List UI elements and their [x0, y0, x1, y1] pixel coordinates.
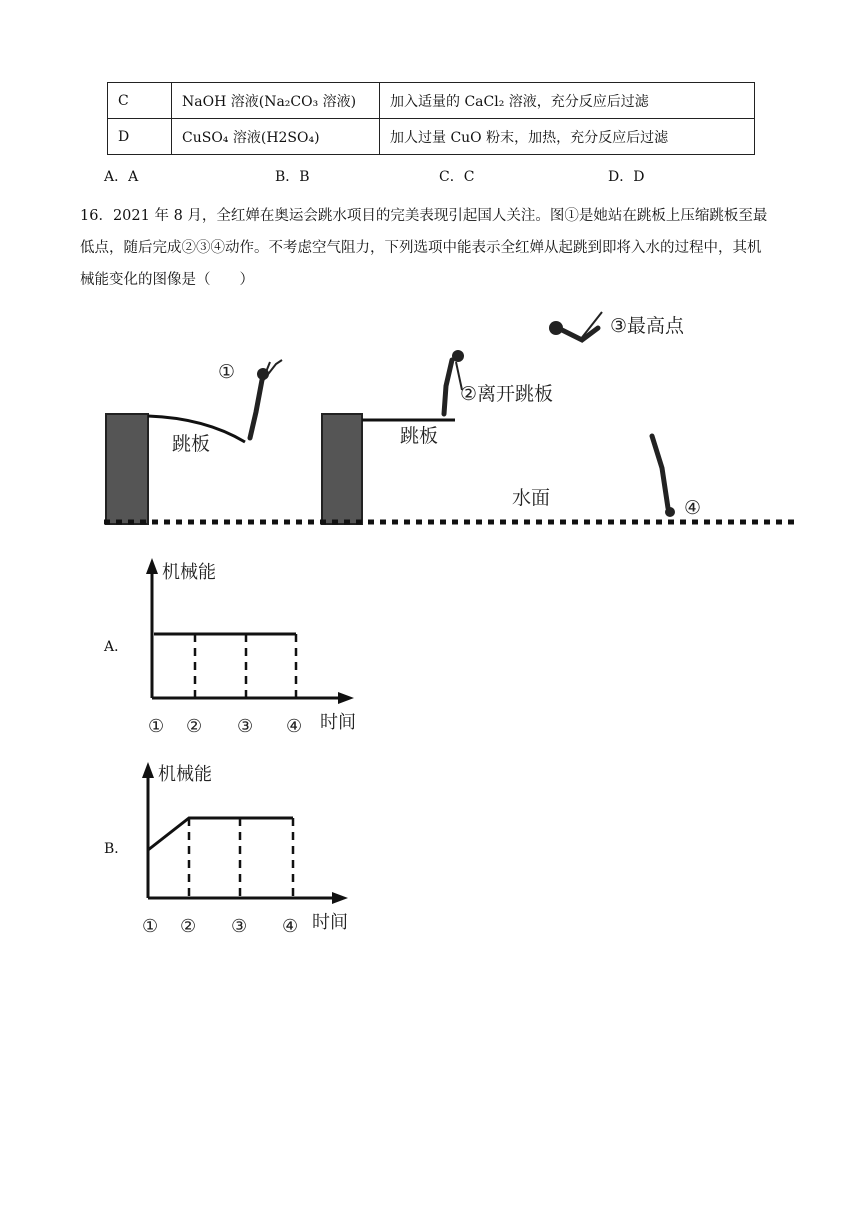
- tick-label: ①: [142, 916, 159, 937]
- board-label-1: 跳板: [172, 433, 211, 455]
- question-text: 16．2021 年 8 月，全红婵在奥运会跳水项目的完美表现引起国人关注。图①是她站在跳板上压缩跳板至最低点，随后完成②③④动作。不考虑空气阻力，下列选项中能表示全红婵从起跳到即将入水的过程中，其机械能变化的图像是（ ）: [80, 208, 768, 288]
- tick-label: ②: [186, 716, 203, 737]
- choice-c: C．C: [439, 169, 475, 185]
- board-label-2: 跳板: [400, 425, 439, 447]
- row-label: C: [108, 83, 172, 119]
- row-label: D: [108, 119, 172, 155]
- energy-line: [148, 818, 293, 850]
- option-a-label: A．: [104, 639, 129, 655]
- left-pillar: [106, 414, 148, 524]
- option-a-graph: [140, 552, 380, 742]
- answer-choices: [104, 166, 744, 186]
- y-arrow: [146, 558, 158, 574]
- diver-4-icon: [652, 436, 675, 517]
- choice-a: A．A: [104, 169, 139, 185]
- table-row: [108, 83, 755, 119]
- method-cell: 加人过量 CuO 粉末，加热，充分反应后过滤: [380, 119, 755, 155]
- label-2: ②离开跳板: [460, 383, 554, 405]
- method-cell: 加入适量的 CaCl₂ 溶液，充分反应后过滤: [380, 83, 755, 119]
- substance-cell: CuSO₄ 溶液(H2SO₄): [172, 119, 380, 155]
- water-label: 水面: [512, 487, 551, 509]
- tick-label: ④: [282, 916, 299, 937]
- x-axis-label: 时间: [312, 912, 348, 933]
- x-axis-label: 时间: [320, 712, 356, 733]
- y-axis-label: 机械能: [158, 764, 212, 785]
- tick-label: ③: [231, 916, 248, 937]
- choice-b: B．B: [275, 169, 310, 185]
- right-pillar: [322, 414, 362, 524]
- tick-label: ①: [148, 716, 165, 737]
- y-axis-label: 机械能: [162, 562, 216, 583]
- option-b-graph: [136, 756, 376, 942]
- substance-cell: NaOH 溶液(Na₂CO₃ 溶液): [172, 83, 380, 119]
- x-arrow: [338, 692, 354, 704]
- y-arrow: [142, 762, 154, 778]
- table-row: [108, 119, 755, 155]
- label-1: ①: [218, 361, 236, 383]
- options-table: [107, 82, 755, 155]
- tick-label: ④: [286, 716, 303, 737]
- diver-1-icon: [250, 360, 282, 438]
- option-b-label: B．: [104, 841, 129, 857]
- label-4: ④: [684, 497, 702, 519]
- tick-label: ②: [180, 916, 197, 937]
- label-3: ③最高点: [610, 315, 685, 337]
- choice-d: D．D: [608, 169, 645, 185]
- x-arrow: [332, 892, 348, 904]
- diving-figure: [0, 290, 860, 540]
- diver-3-icon: [549, 312, 602, 340]
- tick-label: ③: [237, 716, 254, 737]
